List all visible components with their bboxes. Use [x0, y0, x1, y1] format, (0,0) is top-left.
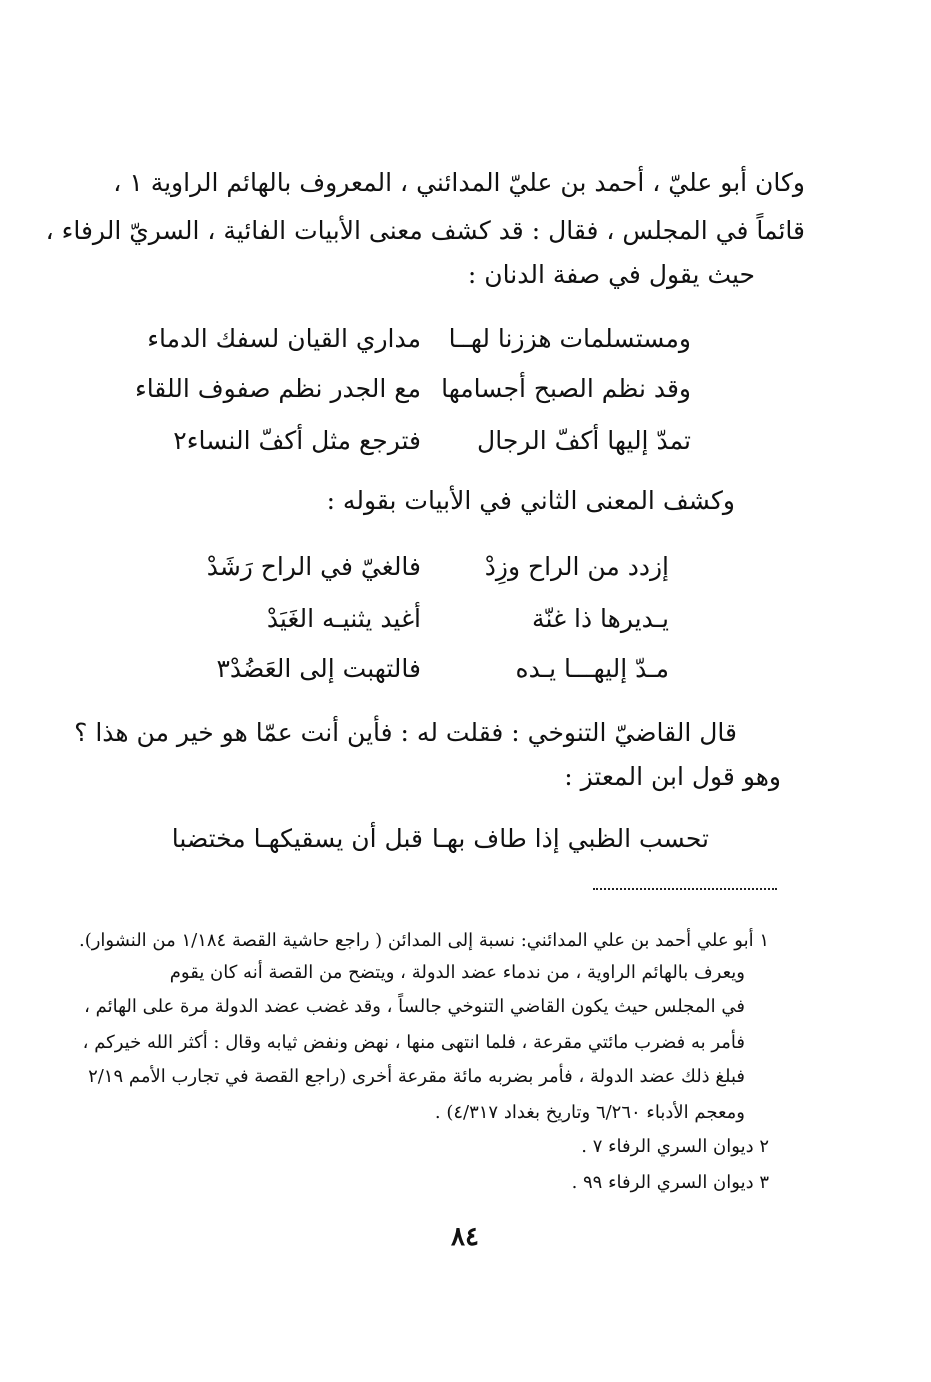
verse-left-hemistich: مع الجدر نظم صفوف اللقاء — [134, 374, 421, 403]
verse-right-hemistich: وقد نظم الصبح أجسامها — [441, 374, 691, 403]
footnote-separator — [593, 888, 777, 890]
footnote-line: ٢ ديوان السري الرفاء ٧ . — [581, 1136, 769, 1157]
footnote-line: في المجلس حيث يكون القاضي التنوخي جالساً ، وقد غضب عضد الدولة مرة على الهائم ، — [84, 996, 745, 1017]
verse-left-hemistich: فالغيّ في الراح رَشَدْ — [206, 552, 421, 581]
footnote-line: ١ أبو علي أحمد بن علي المدائني: نسبة إلى المدائن ( راجع حاشية القصة ١/١٨٤ من النشوار). — [78, 930, 769, 951]
verse-left-hemistich: أغيد يثنيـه الغَيَدْ — [266, 604, 421, 633]
verse-right-hemistich: إزدد من الراح وزِدْ — [484, 552, 669, 581]
verse-left-hemistich: قبل أن يسقيكهـا مختضبا — [171, 824, 423, 853]
verse-right-hemistich: مـدّ إليهـــا يـده — [515, 654, 669, 683]
verse-right-hemistich: تمدّ إليها أكفّ الرجال — [477, 426, 691, 455]
footnote-line: فبلغ ذلك عضد الدولة ، فأمر بضربه مائة مقرعة أخرى (راجع القصة في تجارب الأمم ٢/١٩ — [88, 1066, 745, 1087]
footnote-line: ومعجم الأدباء ٦/٢٦٠ وتاريخ بغداد ٤/٣١٧) . — [434, 1102, 745, 1123]
verse-right-hemistich: يـديرها ذا غنّة — [532, 604, 669, 633]
body-line: وكان أبو عليّ ، أحمد بن عليّ المدائني ، المعروف بالهائم الراوية ١ ، — [113, 168, 805, 197]
footnote-line: ويعرف بالهائم الراوية ، من ندماء عضد الدولة ، ويتضح من القصة أنه كان يقوم — [169, 962, 745, 983]
verse-right-hemistich: تحسب الظبي إذا طاف بهـا — [431, 824, 709, 853]
body-line: قائماً في المجلس ، فقال : قد كشف معنى الأبيات الفائية ، السريّ الرفاء ، — [45, 216, 805, 245]
body-line: وكشف المعنى الثاني في الأبيات بقوله : — [326, 486, 735, 515]
body-line: قال القاضيّ التنوخي : فقلت له : فأين أنت عمّا هو خير من هذا ؟ — [74, 718, 737, 747]
verse-left-hemistich: فالتهبت إلى العَضُدْ٣ — [216, 654, 421, 683]
footnote-line: فأمر به فضرب مائتي مقرعة ، فلما انتهى منها ، نهض ونفض ثيابه وقال : أكثر الله خيركم ، — [82, 1032, 745, 1053]
verse-left-hemistich: فترجع مثل أكفّ النساء٢ — [173, 426, 421, 455]
body-line: حيث يقول في صفة الدنان : — [467, 260, 755, 289]
body-line: وهو قول ابن المعتز : — [564, 762, 781, 791]
verse-right-hemistich: ومستسلمات هززنا لهــا — [448, 324, 691, 353]
verse-left-hemistich: مداري القيان لسفك الدماء — [147, 324, 421, 353]
page-number: ٨٤ — [451, 1222, 479, 1252]
footnote-line: ٣ ديوان السري الرفاء ٩٩ . — [571, 1172, 769, 1193]
